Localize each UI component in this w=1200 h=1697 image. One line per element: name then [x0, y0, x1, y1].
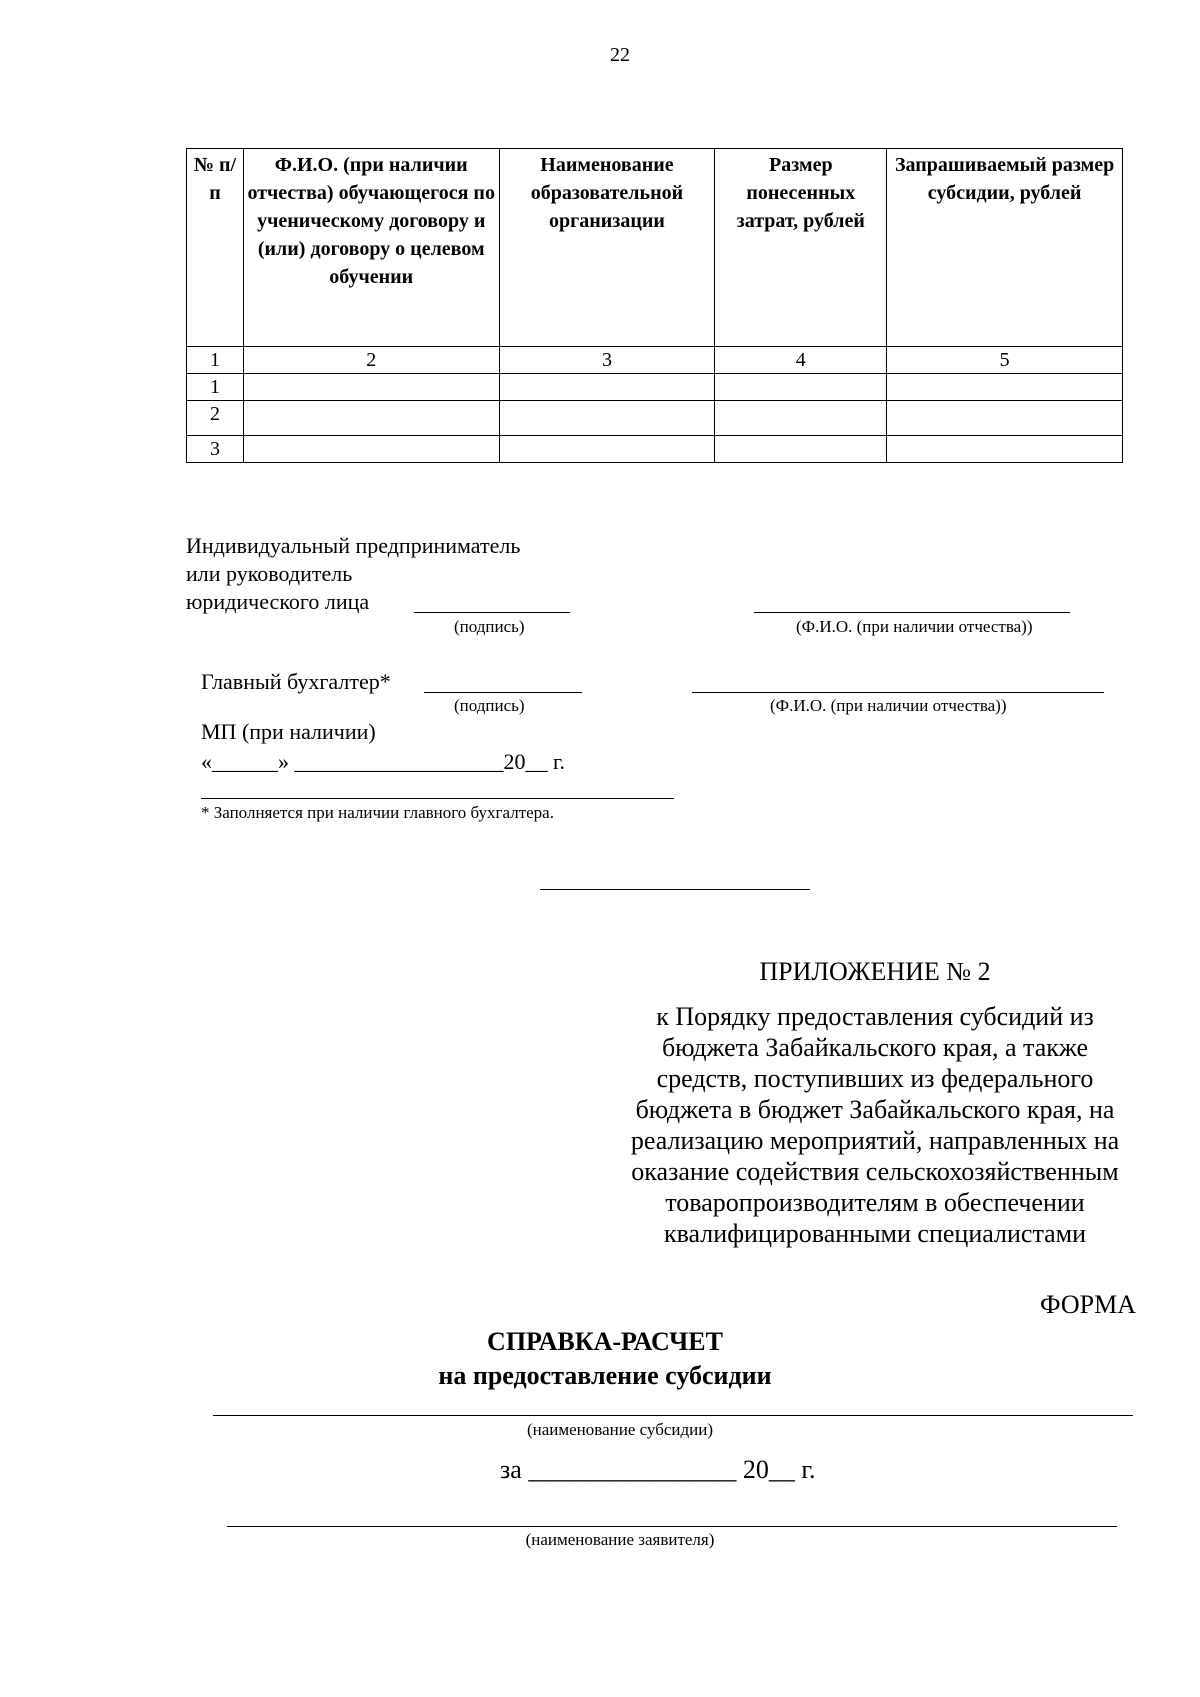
- entrepreneur-label-1: Индивидуальный предприниматель: [186, 533, 521, 558]
- header-num: № п/п: [187, 149, 244, 347]
- header-fio: Ф.И.О. (при наличии отчества) обучающегося по ученическому договору и (или) договору о целевом обучении: [243, 149, 499, 347]
- entrepreneur-label-2: или руководитель: [186, 561, 353, 586]
- accountant-fio-caption: (Ф.И.О. (при наличии отчества)): [770, 696, 1007, 715]
- accountant-signature-caption: (подпись): [454, 696, 525, 715]
- table-cell: 3: [187, 436, 244, 463]
- appendix-line: к Порядку предоставления субсидий из: [656, 1002, 1094, 1031]
- subsidy-table: [186, 148, 1123, 463]
- table-header-row: [187, 149, 1123, 347]
- period-year: 20__ г.: [742, 1455, 816, 1484]
- period-prefix: за: [500, 1455, 522, 1484]
- signature-caption: (подпись): [454, 617, 525, 636]
- form-label: ФОРМА: [1040, 1290, 1136, 1319]
- table-cell: [887, 401, 1123, 436]
- table-cell: [715, 401, 887, 436]
- header-requested: Запрашиваемый размер субсидии, рублей: [887, 149, 1123, 347]
- table-cell: [243, 436, 499, 463]
- header-costs: Размер понесенных затрат, рублей: [715, 149, 887, 347]
- accountant-fio-line: [692, 692, 1104, 693]
- table-cell: 3: [499, 347, 715, 374]
- appendix-line: бюджета в бюджет Забайкальского края, на: [635, 1095, 1115, 1124]
- appendix-heading: ПРИЛОЖЕНИЕ № 2: [759, 957, 991, 986]
- table-cell: [715, 374, 887, 401]
- footnote-separator: [201, 798, 674, 799]
- period-line: [500, 1455, 816, 1485]
- entrepreneur-label-3: юридического лица: [186, 589, 370, 614]
- table-row: [187, 374, 1123, 401]
- applicant-caption: (наименование заявителя): [525, 1530, 715, 1549]
- table-cell: [499, 401, 715, 436]
- period-blank: ________________: [528, 1455, 737, 1484]
- stamp-label: МП (при наличии): [201, 719, 376, 744]
- table-row: [187, 401, 1123, 436]
- table-cell: [243, 374, 499, 401]
- table-cell: 4: [715, 347, 887, 374]
- appendix-line: оказание содействия сельскохозяйственным: [631, 1157, 1119, 1186]
- table-cell: 1: [187, 374, 244, 401]
- appendix-line: бюджета Забайкальского края, а также: [661, 1033, 1089, 1062]
- appendix-line: квалифицированными специалистами: [663, 1219, 1087, 1248]
- applicant-name-line: [227, 1526, 1117, 1527]
- document-subtitle: на предоставление субсидии: [438, 1361, 772, 1390]
- table-cell: 5: [887, 347, 1123, 374]
- appendix-line: средств, поступивших из федерального: [656, 1064, 1094, 1093]
- table-row: [187, 436, 1123, 463]
- table-index-row: [187, 347, 1123, 374]
- subsidy-caption: (наименование субсидии): [526, 1420, 714, 1439]
- table-cell: [499, 436, 715, 463]
- table-cell: [887, 436, 1123, 463]
- appendix-line: реализацию мероприятий, направленных на: [630, 1126, 1120, 1155]
- table-cell: [499, 374, 715, 401]
- header-organization: Наименование образовательной организации: [499, 149, 715, 347]
- appendix-line: товаропроизводителям в обеспечении: [665, 1188, 1085, 1217]
- fio-line: [754, 612, 1070, 613]
- table-cell: [715, 436, 887, 463]
- table-cell: [887, 374, 1123, 401]
- table-cell: 1: [187, 347, 244, 374]
- date-line: «______» ___________________20__ г.: [201, 749, 566, 774]
- chief-accountant-label: Главный бухгалтер*: [201, 669, 391, 694]
- appendix-text: [580, 1001, 1170, 1249]
- table-cell: [243, 401, 499, 436]
- accountant-signature-line: [424, 692, 582, 693]
- section-divider: [540, 889, 810, 890]
- page-number: 22: [610, 44, 630, 66]
- document-title: СПРАВКА-РАСЧЕТ: [487, 1327, 723, 1356]
- fio-caption: (Ф.И.О. (при наличии отчества)): [796, 617, 1033, 636]
- table-cell: 2: [243, 347, 499, 374]
- subsidy-name-line: [213, 1415, 1133, 1416]
- footnote: * Заполняется при наличии главного бухгалтера.: [201, 803, 554, 822]
- signature-line: [414, 612, 570, 613]
- table-cell: 2: [187, 401, 244, 436]
